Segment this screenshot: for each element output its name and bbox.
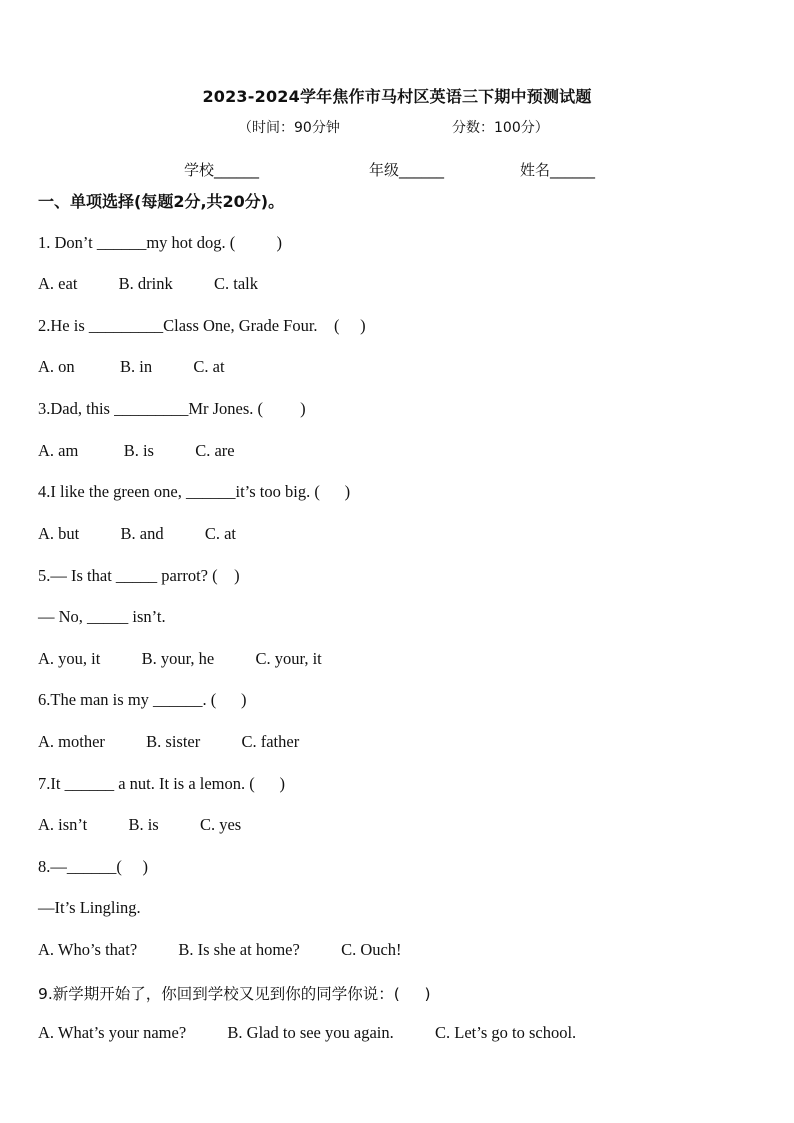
question-4-stem: 4.I like the green one, ______it’s too big. ( ) <box>38 482 351 501</box>
question-1-options: A. eat B. drink C. talk <box>38 274 258 293</box>
exam-title: 2023-2024学年焦作市马村区英语三下期中预测试题 <box>202 87 592 106</box>
score-info: 分数：100分） <box>452 120 549 136</box>
question-6-stem: 6.The man is my ______. ( ) <box>38 690 247 709</box>
question-9-options: A. What’s your name? B. Glad to see you again. C. Let’s go to school. <box>38 1023 577 1042</box>
question-5-stem-reply: — No, _____ isn’t. <box>38 607 166 626</box>
question-8-options: A. Who’s that? B. Is she at home? C. Ouch! <box>38 940 402 959</box>
section-heading: 一、单项选择(每题2分,共20分)。 <box>38 192 285 211</box>
question-1-stem: 1. Don’t ______my hot dog. ( ) <box>38 233 282 252</box>
question-5-stem: 5.— Is that _____ parrot? ( ) <box>38 566 240 585</box>
question-2-stem: 2.He is _________Class One, Grade Four. ( ) <box>38 316 366 335</box>
name-field: 姓名______ <box>520 161 596 179</box>
grade-field: 年级______ <box>369 161 445 179</box>
question-8-stem: 8.—______( ) <box>38 857 148 876</box>
school-field: 学校______ <box>184 161 260 179</box>
question-7-options: A. isn’t B. is C. yes <box>38 815 242 834</box>
question-3-stem: 3.Dad, this _________Mr Jones. ( ) <box>38 399 306 418</box>
question-7-stem: 7.It ______ a nut. It is a lemon. ( ) <box>38 774 286 793</box>
question-8-stem-reply: —It’s Lingling. <box>38 898 141 917</box>
question-9-stem: 9.新学期开始了，你回到学校又见到你的同学你说：( ) <box>38 985 431 1003</box>
question-5-options: A. you, it B. your, he C. your, it <box>38 649 322 668</box>
question-4-options: A. but B. and C. at <box>38 524 236 543</box>
time-info: （时间：90分钟 <box>238 120 340 136</box>
question-2-options: A. on B. in C. at <box>38 357 225 376</box>
question-6-options: A. mother B. sister C. father <box>38 732 300 751</box>
question-3-options: A. am B. is C. are <box>38 441 235 460</box>
